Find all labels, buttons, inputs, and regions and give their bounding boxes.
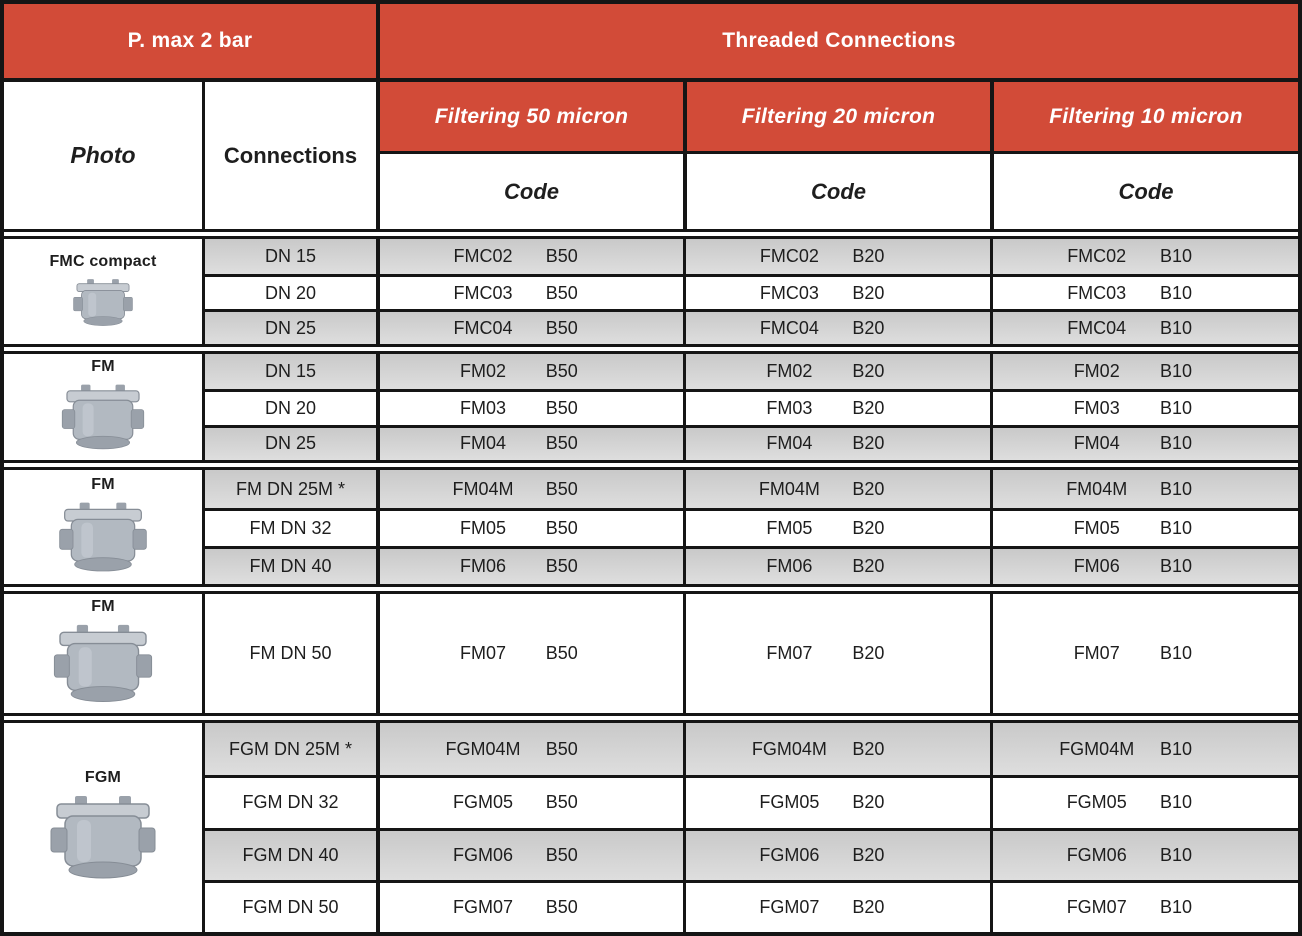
code-value: FM04 (460, 433, 507, 454)
code-suffix: B10 (1159, 433, 1192, 454)
product-group (4, 467, 1298, 587)
code-suffix: B20 (852, 643, 885, 663)
code-suffix: B50 (545, 361, 578, 382)
code-pair (1057, 643, 1216, 664)
connections-column-header: Connections (202, 82, 376, 229)
code-value: FM04 (1073, 433, 1120, 454)
code-value: FMC02 (1067, 246, 1127, 266)
product-photo-cell (4, 723, 202, 932)
code-pair (444, 479, 602, 500)
filter-10-column-header (990, 82, 1298, 229)
code-pair (444, 433, 602, 454)
connection-cell: DN 15 (202, 354, 376, 389)
code-value: FM06 (460, 556, 507, 576)
code-pair (750, 361, 908, 382)
code-pair (750, 792, 908, 813)
code-suffix: B50 (545, 738, 578, 759)
code-value: FGM06 (759, 844, 820, 865)
code-cell (990, 880, 1298, 932)
code-cell (990, 546, 1298, 584)
code-suffix: B20 (852, 556, 885, 576)
code-pair (750, 739, 908, 760)
code-value: FGM07 (453, 896, 514, 917)
code-cell (990, 239, 1298, 274)
code-suffix: B10 (1159, 317, 1192, 338)
gas-filter-photo (35, 623, 171, 709)
code-cell (683, 470, 990, 508)
connection-cell: FM DN 50 (202, 594, 376, 713)
code-suffix: B50 (545, 792, 578, 813)
connection-cell: DN 20 (202, 389, 376, 424)
code-cell (376, 425, 683, 460)
code-cell (376, 470, 683, 508)
code-value: FGM04M (445, 738, 521, 759)
code-pair (444, 283, 602, 304)
code-value: FM06 (1073, 556, 1120, 576)
code-pair (444, 792, 602, 813)
connection-cell: FGM DN 40 (202, 828, 376, 880)
code-cell (683, 828, 990, 880)
code-pair (1057, 556, 1216, 577)
code-suffix: B10 (1159, 246, 1192, 266)
code-cell (683, 775, 990, 827)
code-pair (750, 398, 908, 419)
code-cell (990, 775, 1298, 827)
code-cell (683, 274, 990, 309)
code-suffix: B50 (545, 478, 578, 499)
code-cell (376, 723, 683, 775)
code-value: FM03 (460, 397, 507, 418)
code-value: FM04M (758, 478, 820, 499)
code-value: FM05 (1073, 518, 1120, 538)
code-pair (1057, 792, 1216, 813)
code-value: FGM05 (453, 792, 514, 813)
connection-cell: DN 15 (202, 239, 376, 274)
code-pair (750, 433, 908, 454)
code-pair (1057, 739, 1216, 760)
code-suffix: B50 (545, 246, 578, 266)
code-value: FGM07 (759, 896, 820, 917)
code-cell (376, 309, 683, 344)
code-pair (444, 845, 602, 866)
product-group (4, 591, 1298, 716)
product-name: FGM (84, 769, 122, 786)
code-value: FGM06 (1066, 844, 1127, 865)
code-cell (683, 425, 990, 460)
code-cell (376, 239, 683, 274)
code-pair (750, 643, 908, 664)
gas-filter-photo (43, 794, 163, 886)
code-value: FGM07 (1066, 896, 1127, 917)
code-suffix: B50 (545, 317, 578, 338)
code-suffix: B20 (852, 397, 885, 418)
code-cell (376, 828, 683, 880)
code-suffix: B20 (852, 361, 885, 382)
code-value: FM05 (460, 518, 507, 538)
product-photo-cell (4, 354, 202, 460)
connection-cell: FM DN 32 (202, 508, 376, 546)
code-cell (376, 389, 683, 424)
code-value: FM02 (766, 361, 813, 382)
code-suffix: B50 (545, 844, 578, 865)
code-cell (683, 239, 990, 274)
product-photo-cell (4, 594, 202, 713)
code-value: FM03 (766, 397, 813, 418)
code-value: FGM05 (759, 792, 820, 813)
code-value: FM02 (460, 361, 507, 382)
threaded-connections-header: Threaded Connections (376, 4, 1298, 78)
product-name: FM (91, 358, 115, 376)
code-suffix: B20 (852, 478, 885, 499)
code-value: FM04M (452, 478, 514, 499)
code-suffix: B10 (1159, 738, 1192, 759)
code-value: FMC03 (759, 282, 819, 303)
code-suffix: B50 (545, 556, 578, 576)
code-cell (990, 274, 1298, 309)
code-pair (750, 246, 908, 267)
code-cell (683, 389, 990, 424)
code-value: FMC02 (453, 246, 513, 266)
code-cell (683, 546, 990, 584)
code-value: FM05 (766, 518, 813, 538)
connection-cell: FGM DN 32 (202, 775, 376, 827)
code-pair (444, 318, 602, 339)
code-value: FMC04 (453, 317, 513, 338)
gas-filter-photo (56, 383, 150, 455)
code-pair (750, 318, 908, 339)
product-photo-cell (4, 239, 202, 344)
code-cell (683, 508, 990, 546)
top-banner (4, 4, 1298, 82)
code-pair (750, 897, 908, 918)
code-pair (1057, 283, 1216, 304)
code-suffix: B10 (1159, 792, 1192, 813)
code-value: FGM06 (453, 844, 514, 865)
gas-filter-photo (69, 278, 137, 330)
code-cell (990, 354, 1298, 389)
code-pair (1057, 361, 1216, 382)
code-value: FM03 (1073, 397, 1120, 418)
code-suffix: B10 (1159, 518, 1192, 538)
code-value: FGM04M (751, 738, 827, 759)
code-pair (1057, 479, 1216, 500)
filter-10-code-label: Code (1118, 178, 1174, 204)
code-value: FMC03 (1067, 282, 1127, 303)
code-pair (750, 556, 908, 577)
code-pair (1057, 518, 1216, 539)
code-value: FM06 (766, 556, 813, 576)
product-name: FM (91, 598, 115, 615)
code-cell (376, 775, 683, 827)
photo-column-header: Photo (70, 142, 136, 168)
code-value: FMC04 (759, 317, 819, 338)
code-value: FM02 (1073, 361, 1120, 382)
connection-cell: DN 20 (202, 274, 376, 309)
code-suffix: B50 (545, 282, 578, 303)
code-suffix: B10 (1159, 556, 1192, 576)
filter-50-label: Filtering 50 micron (380, 82, 683, 154)
product-photo-cell (4, 470, 202, 584)
connection-cell: FM DN 25M * (202, 470, 376, 508)
code-suffix: B20 (852, 317, 885, 338)
code-pair (444, 556, 602, 577)
code-value: FM04M (1066, 478, 1128, 499)
code-suffix: B10 (1159, 397, 1192, 418)
code-cell (376, 594, 683, 713)
code-pair (444, 739, 602, 760)
code-suffix: B50 (545, 518, 578, 538)
code-suffix: B50 (545, 896, 578, 917)
code-pair (750, 283, 908, 304)
code-suffix: B20 (852, 518, 885, 538)
code-value: FGM04M (1059, 738, 1135, 759)
product-group (4, 720, 1298, 932)
pressure-header: P. max 2 bar (4, 4, 376, 78)
product-group (4, 351, 1298, 463)
code-suffix: B50 (545, 433, 578, 454)
code-pair (1057, 318, 1216, 339)
code-pair (750, 479, 908, 500)
code-pair (1057, 398, 1216, 419)
code-value: FGM05 (1066, 792, 1127, 813)
code-cell (990, 309, 1298, 344)
code-value: FMC02 (759, 246, 819, 266)
filter-10-label: Filtering 10 micron (994, 82, 1298, 154)
code-pair (1057, 246, 1216, 267)
code-value: FMC04 (1067, 317, 1127, 338)
connection-cell: DN 25 (202, 309, 376, 344)
code-suffix: B20 (852, 844, 885, 865)
code-cell (683, 354, 990, 389)
filter-20-label: Filtering 20 micron (687, 82, 990, 154)
connection-cell: FGM DN 25M * (202, 723, 376, 775)
connection-cell: FGM DN 50 (202, 880, 376, 932)
code-suffix: B10 (1159, 478, 1192, 499)
code-pair (1057, 897, 1216, 918)
code-pair (444, 643, 602, 664)
filter-50-column-header (376, 82, 683, 229)
code-cell (990, 828, 1298, 880)
code-pair (1057, 845, 1216, 866)
code-suffix: B20 (852, 246, 885, 266)
code-pair (750, 845, 908, 866)
code-suffix: B10 (1159, 282, 1192, 303)
code-pair (1057, 433, 1216, 454)
code-cell (376, 274, 683, 309)
code-pair (444, 518, 602, 539)
product-name: FM (91, 476, 115, 494)
code-suffix: B20 (852, 433, 885, 454)
code-pair (750, 518, 908, 539)
code-value: FM07 (460, 643, 507, 663)
code-cell (990, 594, 1298, 713)
code-suffix: B20 (852, 282, 885, 303)
code-cell (683, 880, 990, 932)
code-value: FMC03 (453, 282, 513, 303)
code-cell (683, 723, 990, 775)
code-cell (990, 425, 1298, 460)
code-cell (990, 389, 1298, 424)
code-suffix: B20 (852, 896, 885, 917)
product-groups (4, 236, 1298, 932)
code-cell (683, 594, 990, 713)
filter-20-code-label: Code (811, 178, 866, 204)
code-cell (376, 880, 683, 932)
connection-cell: FM DN 40 (202, 546, 376, 584)
code-cell (683, 309, 990, 344)
code-pair (444, 897, 602, 918)
code-value: FM07 (766, 643, 813, 663)
code-cell (990, 723, 1298, 775)
code-cell (376, 546, 683, 584)
code-suffix: B50 (545, 397, 578, 418)
filter-50-code-label: Code (504, 178, 559, 204)
code-suffix: B50 (545, 643, 578, 663)
product-group (4, 236, 1298, 347)
code-value: FM07 (1073, 643, 1120, 663)
code-pair (444, 398, 602, 419)
product-name: FMC compact (49, 252, 157, 270)
code-pair (444, 361, 602, 382)
code-cell (376, 508, 683, 546)
filter-20-column-header (683, 82, 990, 229)
code-suffix: B10 (1159, 896, 1192, 917)
code-suffix: B10 (1159, 643, 1192, 663)
code-suffix: B10 (1159, 844, 1192, 865)
code-cell (990, 470, 1298, 508)
code-suffix: B10 (1159, 361, 1192, 382)
gas-filter-photo (53, 501, 153, 578)
code-suffix: B20 (852, 738, 885, 759)
code-pair (444, 246, 602, 267)
code-value: FM04 (766, 433, 813, 454)
connection-cell: DN 25 (202, 425, 376, 460)
code-cell (376, 354, 683, 389)
code-cell (990, 508, 1298, 546)
code-suffix: B20 (852, 792, 885, 813)
column-headers (4, 82, 1298, 232)
